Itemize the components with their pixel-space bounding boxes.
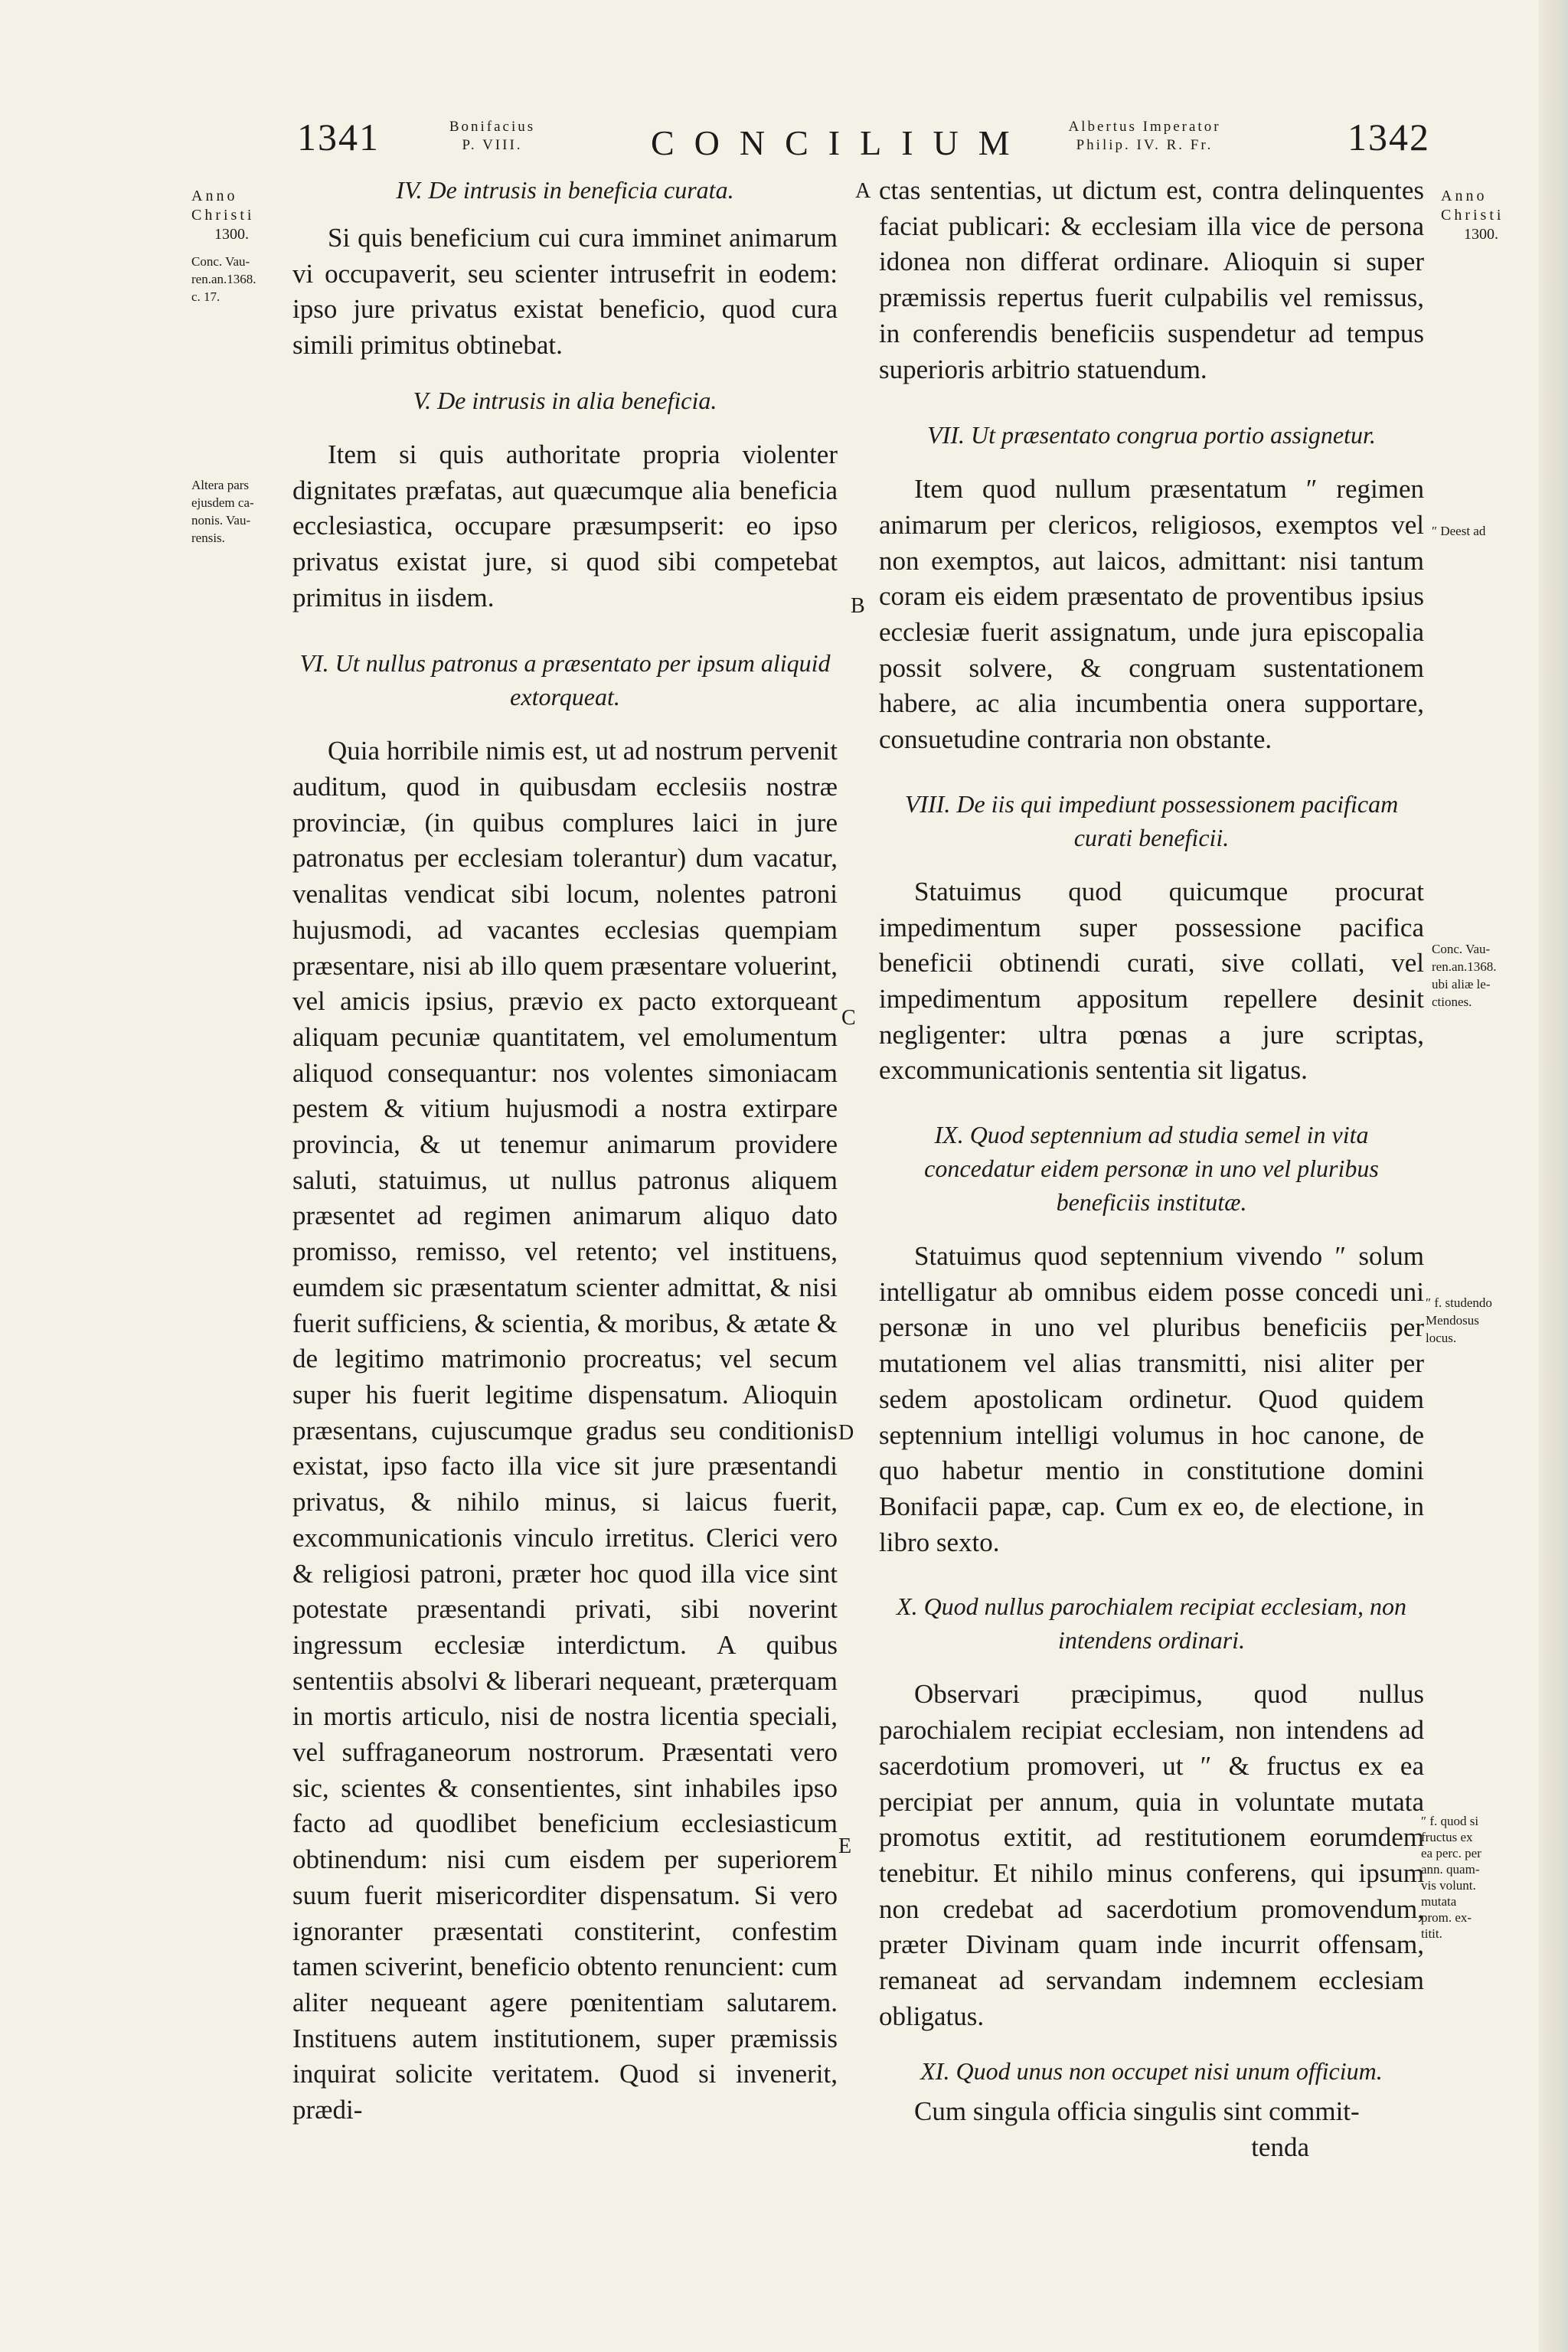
margin-note-fructus: ″ f. quod si fructus ex ea perc. per ann. quam- vis volunt. mutata prom. ex- titit. xyxy=(1421,1814,1481,1941)
section-letter-b: B xyxy=(851,594,865,618)
canon-text-vi-continued: ctas sententias, ut dictum est, contra delinquentes faciat publicari: & ecclesiam illa vice de persona idonea non differat ordinare. Alioquin si super præmissis repertus fuerit culpabilis vel remissus, in conferendis beneficiis suspendetur ad tempus superioris arbitrio statuendum. xyxy=(879,175,1424,384)
canon-heading-xi: XI. Quod unus non occupet nisi unum officium. xyxy=(920,2057,1383,2086)
page-number-right: 1342 xyxy=(1348,116,1430,158)
running-head-left: Bonifacius P. VIII. xyxy=(449,119,536,153)
section-letter-d: D xyxy=(838,1421,854,1445)
canon-text-xi: Cum singula officia singulis sint commit- xyxy=(914,2096,1360,2127)
canon-text-ix: Statuimus quod septennium vivendo ″ solum intelligatur ab omnibus eidem posse concedi uni personæ in uno vel pluribus beneficiis per mutationem vel alias transmitti, nisi aliter per sedem apostolicam ordinetur. Quod quidem septennium intelligi volumus in hoc canone, de quo habetur mentio in constitutione domini Bonifacii papæ, cap. Cum ex eo, de electione, in libro sexto. xyxy=(879,1241,1424,1557)
page-edge xyxy=(1539,0,1568,2352)
margin-note-altera-pars: Altera pars ejusdem ca- nonis. Vau- rensis. xyxy=(191,478,254,545)
canon-text-x: Observari præcipimus, quod nullus parochialem recipiat ecclesiam, non intendens ad sacerdotium promoveri, ut ″ & fructus ex ea percipiat per annum, quia in voluntate mutata promotus extitit, ad restitutionem eorumdem tenebitur. Et nihilo minus conferens, qui ipsum non credebat ad sacerdotium promovendum, præter Divinam quam inde incurrit offensam, remaneat ad servandam indemnem ecclesiam obligatus. xyxy=(879,1679,1424,2031)
canon-heading-ix: IX. Quod septennium ad studia semel in vita concedatur eidem personæ in uno vel pluribus beneficiis institutæ. xyxy=(924,1121,1379,1217)
canon-text-vii: Item quod nullum præsentatum ″ regimen animarum per clericos, religiosos, exemptos vel non exemptos, aut laicos, admittant: nisi tantum coram eis eidem præsentato de proventibus ipsius ecclesiæ fuerit assignatum, unde jura episcopalia possit solvere, & congruam sustentationem habere, ac alia incumbentia onera supportare, consuetudine contraria non obstante. xyxy=(879,474,1424,755)
section-letter-c: C xyxy=(841,1006,856,1030)
canon-heading-vi: VI. Ut nullus patronus a præsentato per ipsum aliquid extorqueat. xyxy=(299,649,831,711)
margin-note-deest: ″ Deest ad xyxy=(1432,524,1486,538)
section-letter-e: E xyxy=(838,1834,852,1858)
canon-heading-iv: IV. De intrusis in beneficia curata. xyxy=(396,176,734,204)
anno-christi-left: Anno Christi 1300. xyxy=(191,188,255,243)
anno-christi-right: Anno Christi 1300. xyxy=(1441,188,1504,243)
running-head-right: Albertus Imperator Philip. IV. R. Fr. xyxy=(1068,119,1221,153)
margin-note-studendo: ″ f. studendo Mendosus locus. xyxy=(1426,1295,1492,1345)
canon-text-iv: Si quis beneficium cui cura imminet animarum vi occupaverit, seu scienter intrusefrit in eodem: ipso jure privatus existat beneficio, quod cura simili primitus obtinebat. xyxy=(292,223,838,361)
canon-heading-viii: VIII. De iis qui impediunt possessionem pacificam curati beneficii. xyxy=(904,789,1399,851)
catchword: tenda xyxy=(1251,2132,1309,2163)
canon-heading-vii: VII. Ut præsentato congrua portio assignetur. xyxy=(927,421,1376,449)
margin-note-conc-vauren-right: Conc. Vau- ren.an.1368. ubi aliæ le- ctiones. xyxy=(1432,942,1497,1009)
right-column xyxy=(879,173,1424,2166)
canon-text-vi: Quia horribile nimis est, ut ad nostrum pervenit auditum, quod in quibusdam ecclesiis nostræ provinciæ, (in quibus complures laici in jure patronatus per ecclesiam tolerantur) dum vacatur, venalitas vendicat sibi locum, nolentes patroni hujusmodi, ad vacantes ecclesias quempiam præsentare, nisi ab illo quem præsentare voluerint, vel amicis ipsius, prævio ex pacto extorqueant aliquam pecuniæ quantitatem, vel emolumentum aliquod consequantur: nos volentes simoniacam pestem & vitium hujusmodi a nostra extirpare provincia, & ut tenemur animarum providere saluti, statuimus, ut nullus patronus aliquem præsentet ad regimen animarum aliquo dato promisso, remisso, vel retento; vel instituens, eumdem sic præsentatum scienter admittat, & nisi fuerit sufficiens, & scientia, & moribus, & ætate & de legitimo matrimonio procreatus; vel secum super his fuerit legitime dispensatum. Alioquin præsentans, cujuscumque gradus seu conditionis existat, ipso facto illa vice sit jure præsentandi privatus, & nihilo minus, si laicus fuerit, excommunicationis vinculo irretitus. Clerici vero & religiosi patroni, præter hoc quod illa vice sint potestate præsentandi privati, sibi noverint ingressum ecclesiæ interdictum. A quibus sententiis absolvi & liberari nequeant, præterquam in mortis articulo, nisi de nostra licentia speciali, vel suffraganeorum nostrorum. Præsentati vero sic, scientes & consentientes, sint inhabiles ipso facto ad quodlibet beneficium ecclesiasticum obtinendum: nisi cum eisdem per superiorem suum fuerit misericorditer dispensatum. Si vero ignoranter præsentati constiterint, confestim tamen sciverint, beneficio obtento renuncient: cum aliter nequeant agere pœnitentiam salutarem. Instituens autem institutionem, super præmissis inquirat solicite veritatem. Quod si invenerit, prædi- xyxy=(292,736,838,2125)
margin-note-conc-vauren: Conc. Vau- ren.an.1368. c. 17. xyxy=(191,254,256,304)
canon-heading-x: X. Quod nullus parochialem recipiat ecclesiam, non intendens ordinari. xyxy=(897,1592,1406,1655)
canon-text-viii: Statuimus quod quicumque procurat impedimentum super possessione pacifica beneficii obtinendi curati, sive collati, vel impedimentum appositum repellere desinit negligenter: ultra pœnas a jure scriptas, excommunicationis sententia sit ligatus. xyxy=(879,876,1424,1086)
canon-heading-v: V. De intrusis in alia beneficia. xyxy=(413,386,717,414)
page-title: CONCILIUM xyxy=(651,123,1030,162)
left-column xyxy=(292,173,838,2128)
page-number-left: 1341 xyxy=(297,116,380,158)
section-letter-a: A xyxy=(855,179,871,203)
canon-text-v: Item si quis authoritate propria violenter dignitates præfatas, aut quæcumque alia beneficia ecclesiastica, occupare præsumpserit: eo ipso privatus existat jure, si quod sibi competebat primitus in iisdem. xyxy=(292,439,838,612)
